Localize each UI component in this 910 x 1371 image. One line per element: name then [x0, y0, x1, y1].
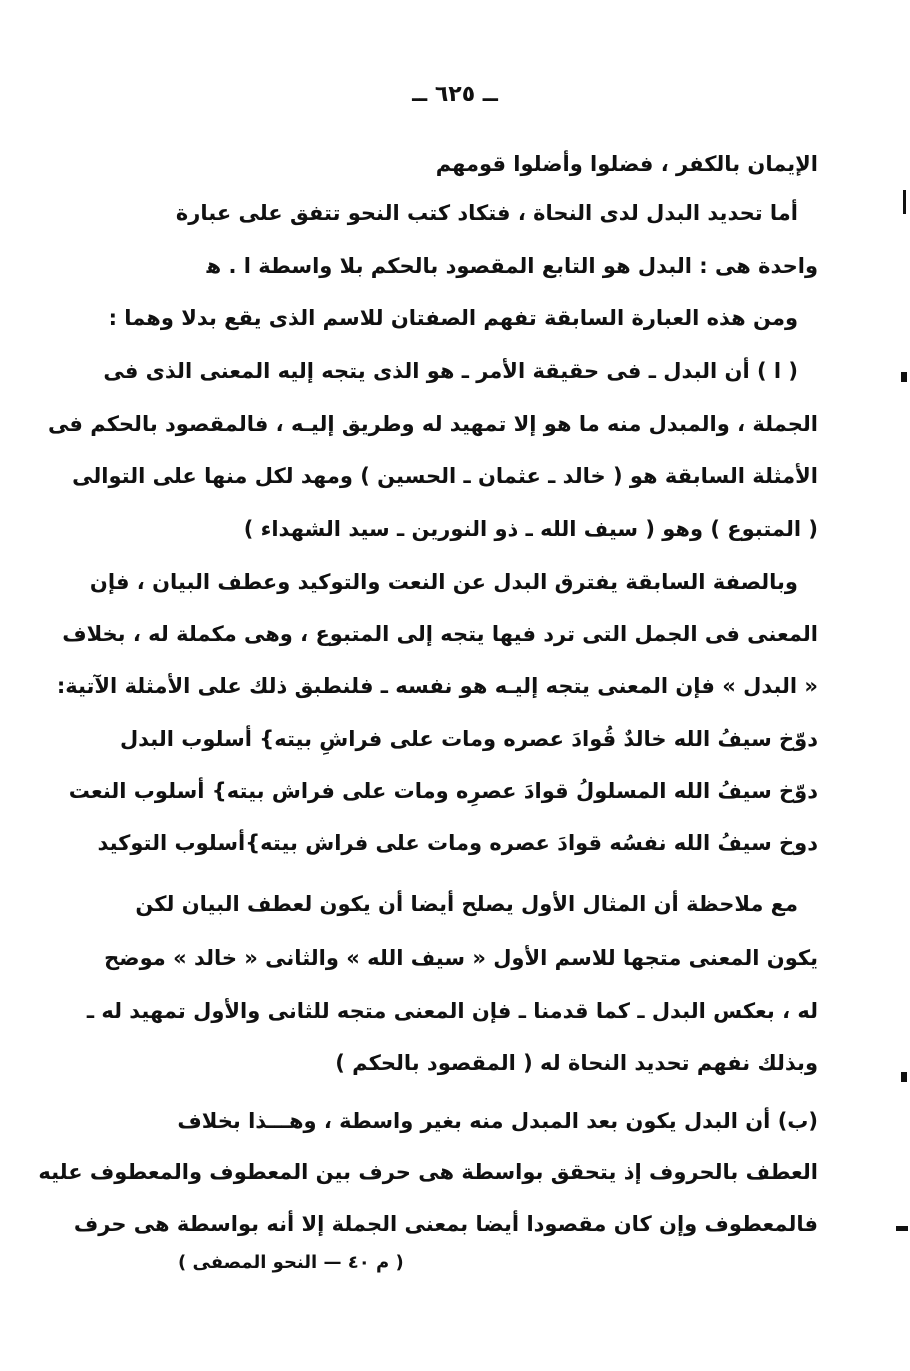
text-line: وبذلك نفهم تحديد النحاة له ( المقصود بالحكم ): [335, 1051, 818, 1075]
scan-mark: [901, 1072, 907, 1082]
text-line: فالمعطوف وإن كان مقصودا أيضا بمعنى الجملة إلا أنه بواسطة هى حرف: [73, 1212, 818, 1236]
text-line: ( المتبوع ) وهو ( سيف الله ـ ذو النورين ـ سيد الشهداء ): [243, 517, 818, 541]
text-line: العطف بالحروف إذ يتحقق بواسطة هى حرف بين المعطوف والمعطوف عليه: [38, 1160, 818, 1184]
text-line: له ، بعكس البدل ـ كما قدمنا ـ فإن المعنى متجه للثانى والأول تمهيد له ـ: [86, 999, 818, 1023]
text-line: المعنى فى الجمل التى ترد فيها يتجه إلى المتبوع ، وهى مكملة له ، بخلاف: [62, 622, 818, 646]
scan-mark: [901, 372, 907, 382]
example-sentence: دوّخ سيفُ الله خالدٌ قُوادَ عصره ومات على فراشِ بيته: [274, 727, 818, 751]
scan-mark: [896, 1226, 908, 1231]
page-number: ــ ٦٢٥ ــ: [412, 82, 498, 107]
text-line: واحدة هى : البدل هو التابع المقصود بالحكم بلا واسطة ا . ﻫ: [206, 254, 818, 278]
paragraph-line: ومن هذه العبارة السابقة تفهم الصفتان للاسم الذى يقع بدلا وهما :: [108, 306, 798, 330]
text-line: الإيمان بالكفر ، فضلوا وأضلوا قومهم: [435, 152, 818, 176]
text-line: « البدل » فإن المعنى يتجه إليـه هو نفسه ـ فلنطبق ذلك على الأمثلة الآتية:: [56, 674, 818, 698]
example-sentence: دوّخ سيفُ الله المسلولُ قوادَ عصرِه ومات على فراش بيته: [226, 779, 818, 803]
scan-mark: [903, 190, 906, 214]
example-line: [119, 723, 818, 755]
example-line: [68, 775, 818, 807]
paragraph-line: (ب) أن البدل يكون بعد المبدل منه بغير واسطة ، وهـــذا بخلاف: [177, 1109, 818, 1133]
example-sentence: دوخ سيفُ الله نفسُه قوادَ عصره ومات على فراش بيته: [260, 831, 818, 855]
page-footer: ( م ٤٠ — النحو المصفى ): [178, 1252, 404, 1273]
paragraph-line: وبالصفة السابقة يفترق البدل عن النعت والتوكيد وعطف البيان ، فإن: [89, 570, 798, 594]
example-label: }أسلوب التوكيد: [97, 831, 261, 855]
paragraph-line: مع ملاحظة أن المثال الأول يصلح أيضا أن يكون لعطف البيان لكن: [135, 892, 798, 916]
example-line: [97, 827, 818, 859]
paragraph-line: ( ا ) أن البدل ـ فى حقيقة الأمر ـ هو الذى يتجه إليه المعنى الذى فى: [103, 359, 798, 383]
text-line: الجملة ، والمبدل منه ما هو إلا تمهيد له وطريق إليـه ، فالمقصود بالحكم فى: [47, 412, 818, 436]
example-label: } أسلوب البدل: [119, 727, 275, 751]
example-label: } أسلوب النعت: [68, 779, 227, 803]
text-line: الأمثلة السابقة هو ( خالد ـ عثمان ـ الحسين ) ومهد لكل منها على التوالى: [72, 464, 818, 488]
text-line: يكون المعنى متجها للاسم الأول « سيف الله » والثانى « خالد » موضح: [104, 946, 818, 970]
paragraph-line: أما تحديد البدل لدى النحاة ، فتكاد كتب النحو تتفق على عبارة: [175, 201, 798, 225]
